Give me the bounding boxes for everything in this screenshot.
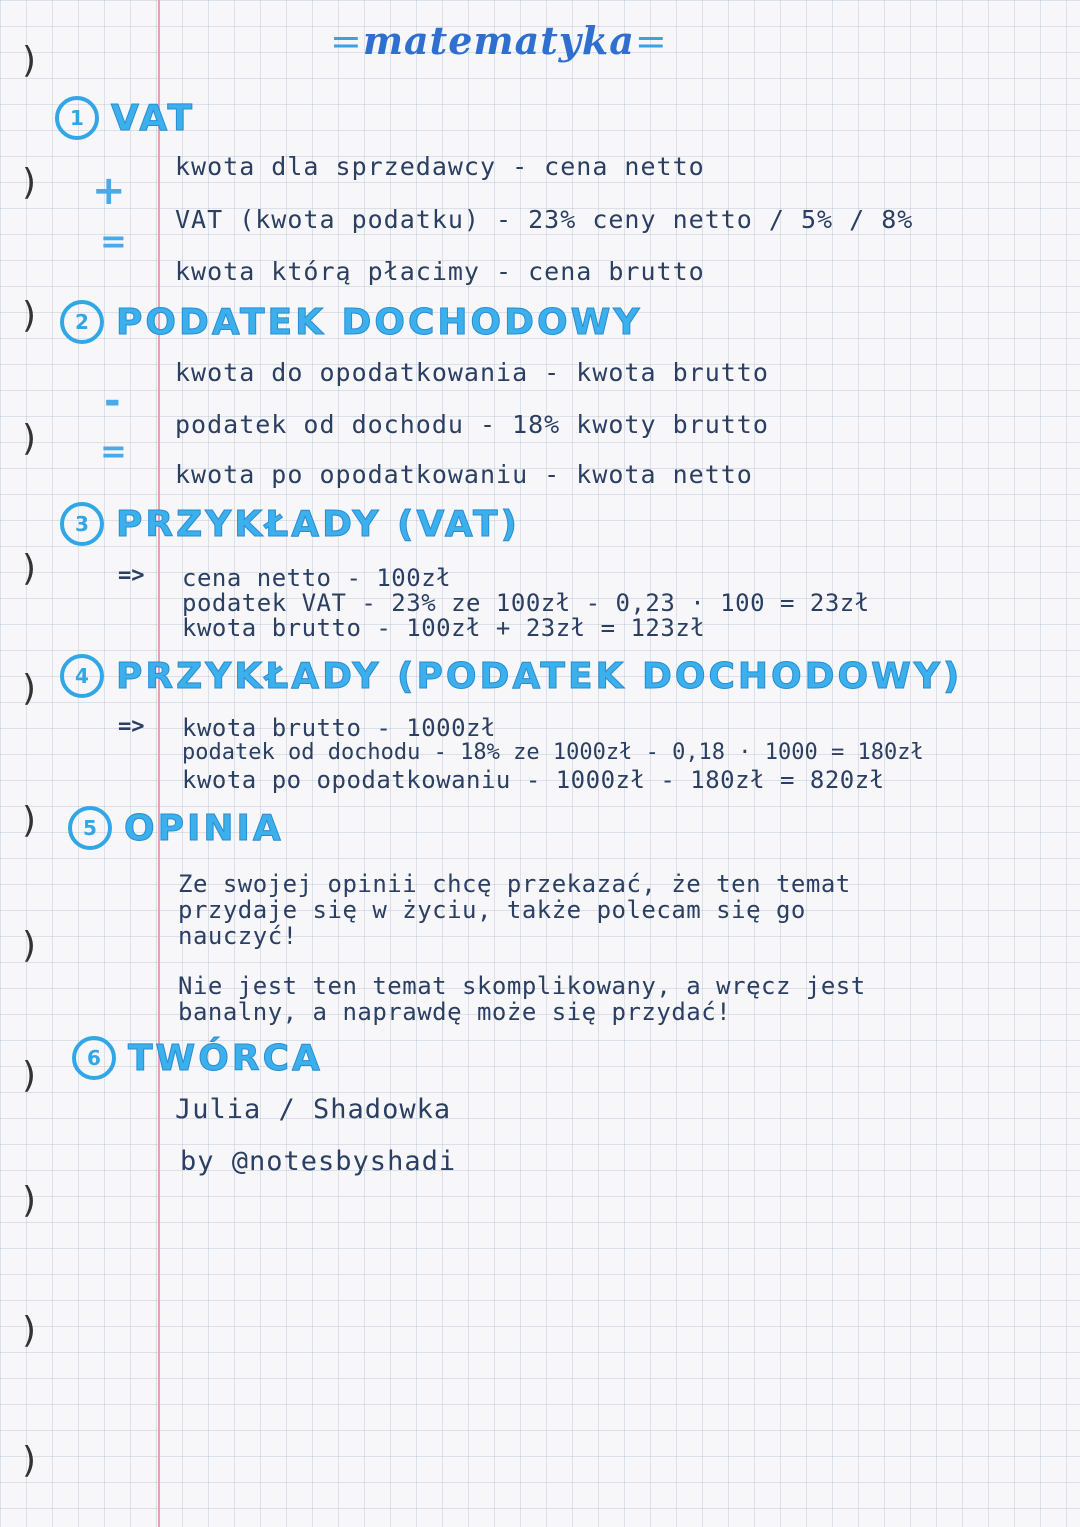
- equals-symbol: =: [100, 432, 127, 470]
- section-title: PODATEK DOCHODOWY: [116, 301, 643, 343]
- note-line: kwota brutto - 100zł + 23zł = 123zł: [182, 614, 706, 642]
- section-title: VAT: [111, 97, 196, 139]
- note-line: VAT (kwota podatku) - 23% ceny netto / 5% / 8%: [175, 205, 914, 234]
- note-line: Nie jest ten temat skomplikowany, a wręcz jest: [178, 972, 866, 1000]
- note-line: podatek od dochodu - 18% kwoty brutto: [175, 410, 769, 439]
- note-line: kwota po opodatkowaniu - 1000zł - 180zł = 820zł: [182, 766, 885, 794]
- binder-hole: ): [22, 1440, 37, 1481]
- note-line: kwota dla sprzedawcy - cena netto: [175, 152, 705, 181]
- note-line: przydaje się w życiu, także polecam się go: [178, 896, 806, 924]
- minus-symbol: -: [104, 378, 121, 424]
- section-title: PRZYKŁADY (VAT): [116, 503, 520, 545]
- author-name: Julia / Shadowka: [175, 1094, 452, 1125]
- note-line: kwota brutto - 1000zł: [182, 714, 496, 742]
- section-number-badge: 6: [72, 1036, 116, 1080]
- note-line: podatek od dochodu - 18% ze 1000zł - 0,18 · 1000 = 180zł: [182, 740, 924, 765]
- note-line: kwota po opodatkowaniu - kwota netto: [175, 460, 753, 489]
- binder-hole: ): [22, 295, 37, 336]
- section-number-badge: 3: [60, 502, 104, 546]
- section-title: PRZYKŁADY (PODATEK DOCHODOWY): [116, 655, 963, 697]
- binder-hole: ): [22, 40, 37, 81]
- note-line: kwota którą płacimy - cena brutto: [175, 257, 705, 286]
- section-number-badge: 4: [60, 654, 104, 698]
- arrow-symbol: =>: [118, 563, 145, 588]
- section-number-badge: 5: [68, 806, 112, 850]
- page-title: =matematyka=: [330, 18, 668, 63]
- note-line: banalny, a naprawdę może się przydać!: [178, 998, 732, 1026]
- section-6-heading: [72, 1036, 323, 1080]
- note-line: cena netto - 100zł: [182, 564, 452, 592]
- arrow-symbol: =>: [118, 714, 145, 739]
- margin-line: [158, 0, 160, 1527]
- binder-hole: ): [22, 548, 37, 589]
- section-2-heading: [60, 300, 642, 344]
- binder-hole: ): [22, 1055, 37, 1096]
- section-1-heading: [55, 96, 195, 140]
- binder-hole: ): [22, 162, 37, 203]
- section-number-badge: 1: [55, 96, 99, 140]
- note-line: nauczyć!: [178, 922, 298, 950]
- binder-hole: ): [22, 1310, 37, 1351]
- note-line: podatek VAT - 23% ze 100zł - 0,23 · 100 = 23zł: [182, 589, 870, 617]
- note-line: Ze swojej opinii chcę przekazać, że ten temat: [178, 870, 851, 898]
- section-4-heading: [60, 654, 962, 698]
- equals-symbol: =: [100, 222, 127, 260]
- binder-hole: ): [22, 668, 37, 709]
- section-5-heading: [68, 806, 284, 850]
- binder-hole: ): [22, 925, 37, 966]
- binder-hole: ): [22, 800, 37, 841]
- section-number-badge: 2: [60, 300, 104, 344]
- binder-hole: ): [22, 418, 37, 459]
- section-title: OPINIA: [124, 807, 284, 849]
- section-title: TWÓRCA: [128, 1037, 323, 1079]
- binder-hole: ): [22, 1180, 37, 1221]
- section-3-heading: [60, 502, 520, 546]
- plus-symbol: +: [92, 168, 126, 214]
- author-handle: by @notesbyshadi: [180, 1146, 457, 1177]
- note-line: kwota do opodatkowania - kwota brutto: [175, 358, 769, 387]
